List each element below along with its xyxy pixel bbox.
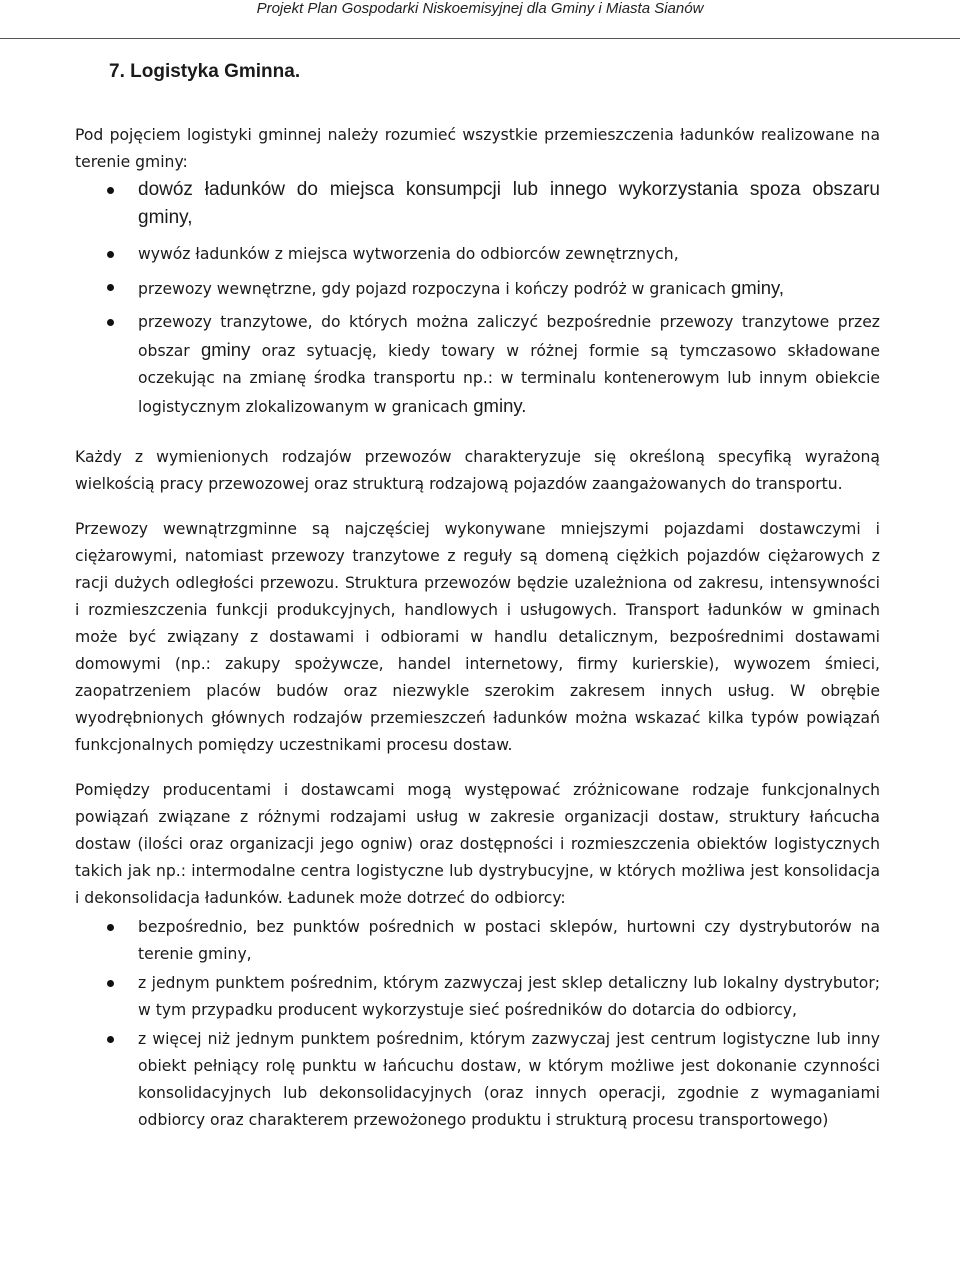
- list-item: [75, 970, 880, 1024]
- list-item-text: z jednym punktem pośrednim, którym zazwyczaj jest sklep detaliczny lub lokalny dystrybutor; w tym przypadku producent wykorzystuje sieć pośredników do dotarcia do odbiorcy,: [138, 974, 880, 1019]
- list-item-text: bezpośrednio, bez punktów pośrednich w postaci sklepów, hurtowni czy dystrybutorów na terenie gminy,: [138, 918, 880, 963]
- section-title: 7. Logistyka Gminna.: [109, 61, 301, 82]
- bullet-icon: [107, 924, 114, 931]
- bullet-icon: [107, 319, 114, 326]
- paragraph-transport-types: Każdy z wymienionych rodzajów przewozów charakteryzuje się określoną specyfiką wyrażoną wielkością pracy przewozowej oraz strukturą rodzajową pojazdów zaangażowanych do transportu.: [75, 448, 880, 493]
- page-header: [0, 0, 960, 24]
- list-item: [75, 309, 880, 421]
- paragraph-producers: Pomiędzy producentami i dostawcami mogą występować zróżnicowane rodzaje funkcjonalnych powiązań związane z różnymi rodzajami usług w zakresie organizacji dostaw, struktury łańcucha dostaw (ilości oraz organizacji jego ogniw) oraz dostępności i rozmieszczenia obiektów logistycznych takich jak np.: intermodalne centra logistyczne lub dystrybucyjne, w których możliwa jest konsolidacja i dekonsolidacja ładunków. Ładunek może dotrzeć do odbiorcy:: [75, 781, 880, 907]
- bullet-icon: [107, 187, 114, 194]
- list-item-text: wywóz ładunków z miejsca wytworzenia do odbiorców zewnętrznych,: [138, 245, 679, 263]
- delivery-route-list: [75, 914, 880, 1134]
- paragraph-intra-municipal: Przewozy wewnątrzgminne są najczęściej wykonywane mniejszymi pojazdami dostawczymi i ciężarowymi, natomiast przewozy tranzytowe z reguły są domeną ciężkich pojazdów ciężarowych z racji dużych odległości przewozu. Struktura przewozów będzie uzależniona od zakresu, intensywności i rozmieszczenia funkcji produkcyjnych, handlowych i usługowych. Transport ładunków w gminach może być związany z dostawami i odbiorami w handlu detalicznym, bezpośrednimi dostawami domowymi (np.: zakupy spożywcze, handel internetowy, firmy kurierskie), wywozem śmieci, zaopatrzeniem placów budów oraz niezwykle szerokim zakresem innych usług. W obrębie wyodrębnionych głównych rodzajów przemieszczeń ładunków można wskazać kilka typów powiązań funkcjonalnych pomiędzy uczestnikami procesu dostaw.: [75, 520, 880, 754]
- list-item: [75, 241, 880, 268]
- list-item: [75, 274, 880, 303]
- list-item: [75, 176, 880, 232]
- list-item: [75, 914, 880, 968]
- bullet-icon: [107, 284, 114, 291]
- spacer: [75, 498, 880, 516]
- spacer: [75, 427, 880, 444]
- list-item-text-emph: gminy,: [730, 277, 785, 298]
- bullet-icon: [107, 251, 114, 258]
- spacer: [75, 759, 880, 777]
- list-item-text: przewozy wewnętrzne, gdy pojazd rozpoczyna i kończy podróż w granicach: [138, 280, 731, 298]
- intro-paragraph: Pod pojęciem logistyki gminnej należy rozumieć wszystkie przemieszczenia ładunków realizowane na terenie gminy:: [75, 126, 880, 171]
- list-item-text-emph: gminy: [200, 339, 251, 360]
- list-item-text: przewozy tranzytowe, do których można zaliczyć bezpośrednie przewozy tranzytowe przez obszar: [138, 313, 880, 360]
- list-item-text-emph: gminy.: [473, 395, 527, 416]
- header-title: Projekt Plan Gospodarki Niskoemisyjnej dla Gminy i Miasta Sianów: [256, 0, 704, 17]
- list-item-text: oraz sytuację, kiedy towary w różnej formie są tymczasowo składowane oczekując na zmianę środka transportu np.: w terminalu kontenerowym lub innym obiekcie logistycznym zlokalizowanym w granicach: [138, 342, 880, 416]
- cargo-movement-list: [75, 176, 880, 421]
- document-body: [75, 60, 880, 1136]
- list-item-text: z więcej niż jednym punktem pośrednim, którym zazwyczaj jest centrum logistyczne lub inny obiekt pełniący rolę punktu w łańcuchu dostaw, w którym możliwe jest dokonanie czynności konsolidacyjnych lub dekonsolidacyjnych (oraz innych operacji, zgodnie z wymaganiami odbiorcy oraz charakterem przewożonego produktu i strukturą procesu transportowego): [138, 1030, 880, 1129]
- bullet-icon: [107, 980, 114, 987]
- list-item: [75, 1026, 880, 1134]
- bullet-icon: [107, 1036, 114, 1043]
- header-divider: [0, 38, 960, 39]
- list-item-text: dowóz ładunków do miejsca konsumpcji lub innego wykorzystania spoza obszaru gminy,: [138, 179, 880, 228]
